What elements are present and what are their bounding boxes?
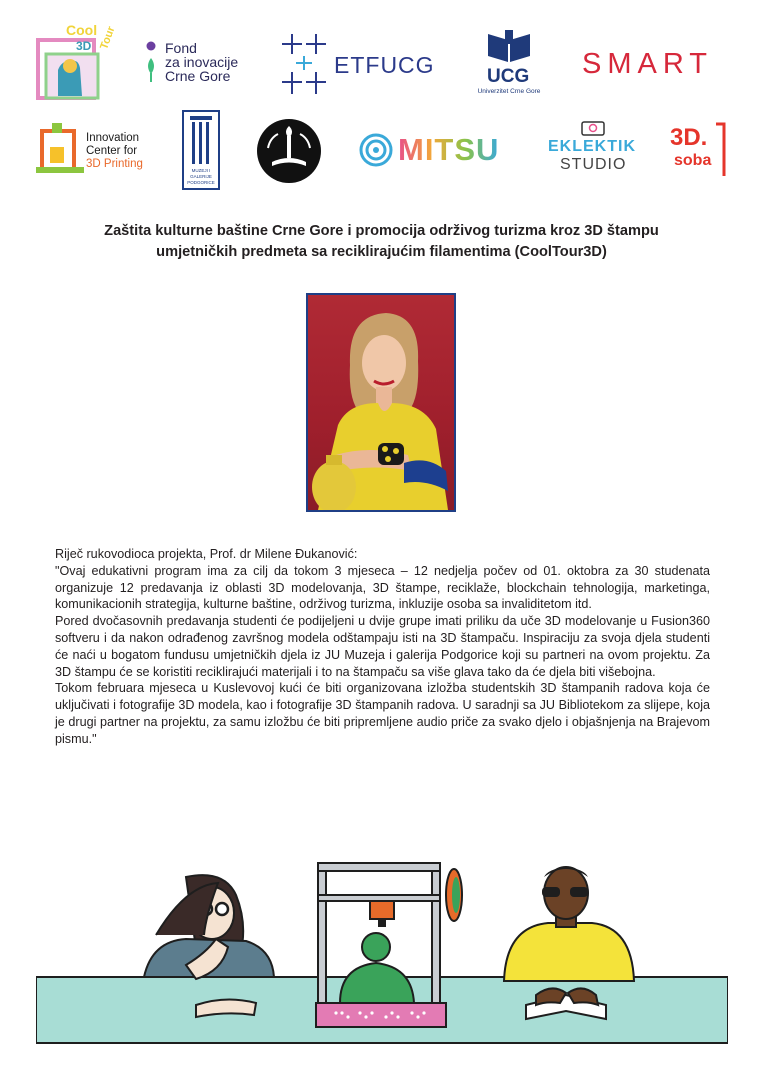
- statement-paragraph-2: Pored dvočasovnih predavanja studenti će podijeljeni u dvije grupe imati priliku da uče 3D modelovanje u Fusion360 softveru i da nakon odrađenog završnog modela odštampaju isti na 3D štampaču. Inspiraciju za svoja djela studenti će naći u bogatom fundusu umjetničkih djela iz JU Muzeja i galerija Podgorice koji su partneri na ovom projektu. Za 3D štampu će se koristiti reciklirajući materijali i to na štampaču sa više glava tako da će djela biti višebojna.: [55, 614, 710, 679]
- smart-name: SMART: [582, 48, 713, 80]
- logo-eklektik-studio: [546, 118, 642, 180]
- torch-book-emblem-icon: [256, 118, 322, 184]
- soba-line1: 3D.: [670, 124, 708, 151]
- fond-drops-icon: [145, 40, 159, 84]
- innovation-line1: Innovation: [86, 132, 140, 144]
- classroom-scene-illustration: [36, 855, 728, 1055]
- title-line2: umjetničkih predmeta sa reciklirajućim filamentima (CoolTour3D): [156, 244, 607, 260]
- mitsu-name: MITSU: [398, 132, 500, 167]
- muzeji-line2: GALERIJE: [190, 174, 212, 179]
- muzeji-line3: PODGORICE: [187, 180, 215, 185]
- mitsu-spiral-icon: [358, 132, 400, 168]
- statement-paragraph-3: Tokom februara mjeseca u Kuslevovoj kući će biti organizovana izložba studentskih 3D štampanih radova koja će uključivati i fotografije 3D modela, kao i fotografije 3D štampanih radova. U saradnji sa JU Bibliotekom za slijepe, koja je drugi partner na projektu, za samu izložbu će biti pripremljene audio priče za svako djelo i objašnjenja na Brajevom pismu.": [55, 681, 710, 746]
- innovation-line3: 3D Printing: [86, 158, 143, 170]
- eklektik-line2: STUDIO: [560, 156, 627, 173]
- logo-cooltour3d: [36, 22, 118, 102]
- soba-bracket-icon: [714, 122, 726, 178]
- etf-name: ETFUCG: [334, 52, 435, 78]
- 3d-printer-figure: [316, 863, 462, 1027]
- statement-paragraph-1: "Ovaj edukativni program ima za cilj da tokom 3 mjeseca – 12 nedjelja počev od 01. oktobra za 30 studenata organizuje 12 predavanja iz oblasti 3D modelovanja, 3D štampe, reciklaže, blockchain tehnologija, marketinga, komunikacionih strategija, kulturne baštine, održivog turizma, inkluzije osoba sa invaliditetom itd.: [55, 563, 710, 612]
- portrait-illustration: [308, 295, 454, 510]
- logo-innovation-center: [36, 123, 156, 179]
- ucg-book-icon: [486, 30, 532, 64]
- cooltour-text-3d: 3D: [76, 39, 92, 53]
- logo-fond-za-inovacije: [145, 40, 255, 88]
- logo-smart: [582, 48, 727, 82]
- document-title: [60, 221, 703, 263]
- muzeji-columns-icon: [188, 116, 214, 166]
- logo-etfucg: [282, 32, 434, 96]
- logo-library-emblem: [256, 118, 322, 184]
- cooltour-text-tour: Tour: [98, 24, 118, 52]
- logo-muzeji-galerije: [182, 110, 220, 190]
- portrait-photo: [306, 293, 456, 512]
- statement-intro: Riječ rukovodioca projekta, Prof. dr Milene Đukanović:: [55, 547, 358, 561]
- logo-3d-soba: [668, 122, 728, 178]
- ucg-subtitle: Univerzitet Crne Gore: [477, 88, 541, 95]
- fond-line1: Fond: [165, 40, 197, 56]
- eklektik-camera-icon: [580, 118, 606, 136]
- students-3d-printer-illustration: [36, 855, 728, 1055]
- title-line1: Zaštita kulturne baštine Crne Gore i promocija održivog turizma kroz 3D štampu: [104, 223, 659, 239]
- etf-cross-grid-icon: [282, 32, 330, 96]
- muzeji-line1: MUZEJI I: [191, 168, 211, 173]
- innovation-line2: Center for: [86, 145, 138, 157]
- soba-line2: soba: [674, 152, 712, 169]
- cooltour-text-cool: Cool: [66, 22, 98, 38]
- fond-line3: Crne Gore: [165, 68, 231, 84]
- fond-line2: za inovacije: [165, 54, 239, 70]
- eklektik-line1: EKLEKTIK: [548, 138, 636, 155]
- project-statement: [55, 546, 710, 748]
- logo-mitsu: [358, 128, 513, 172]
- logo-ucg: [468, 30, 550, 100]
- innovation-printer-icon: [36, 123, 84, 175]
- ucg-name: UCG: [487, 66, 530, 87]
